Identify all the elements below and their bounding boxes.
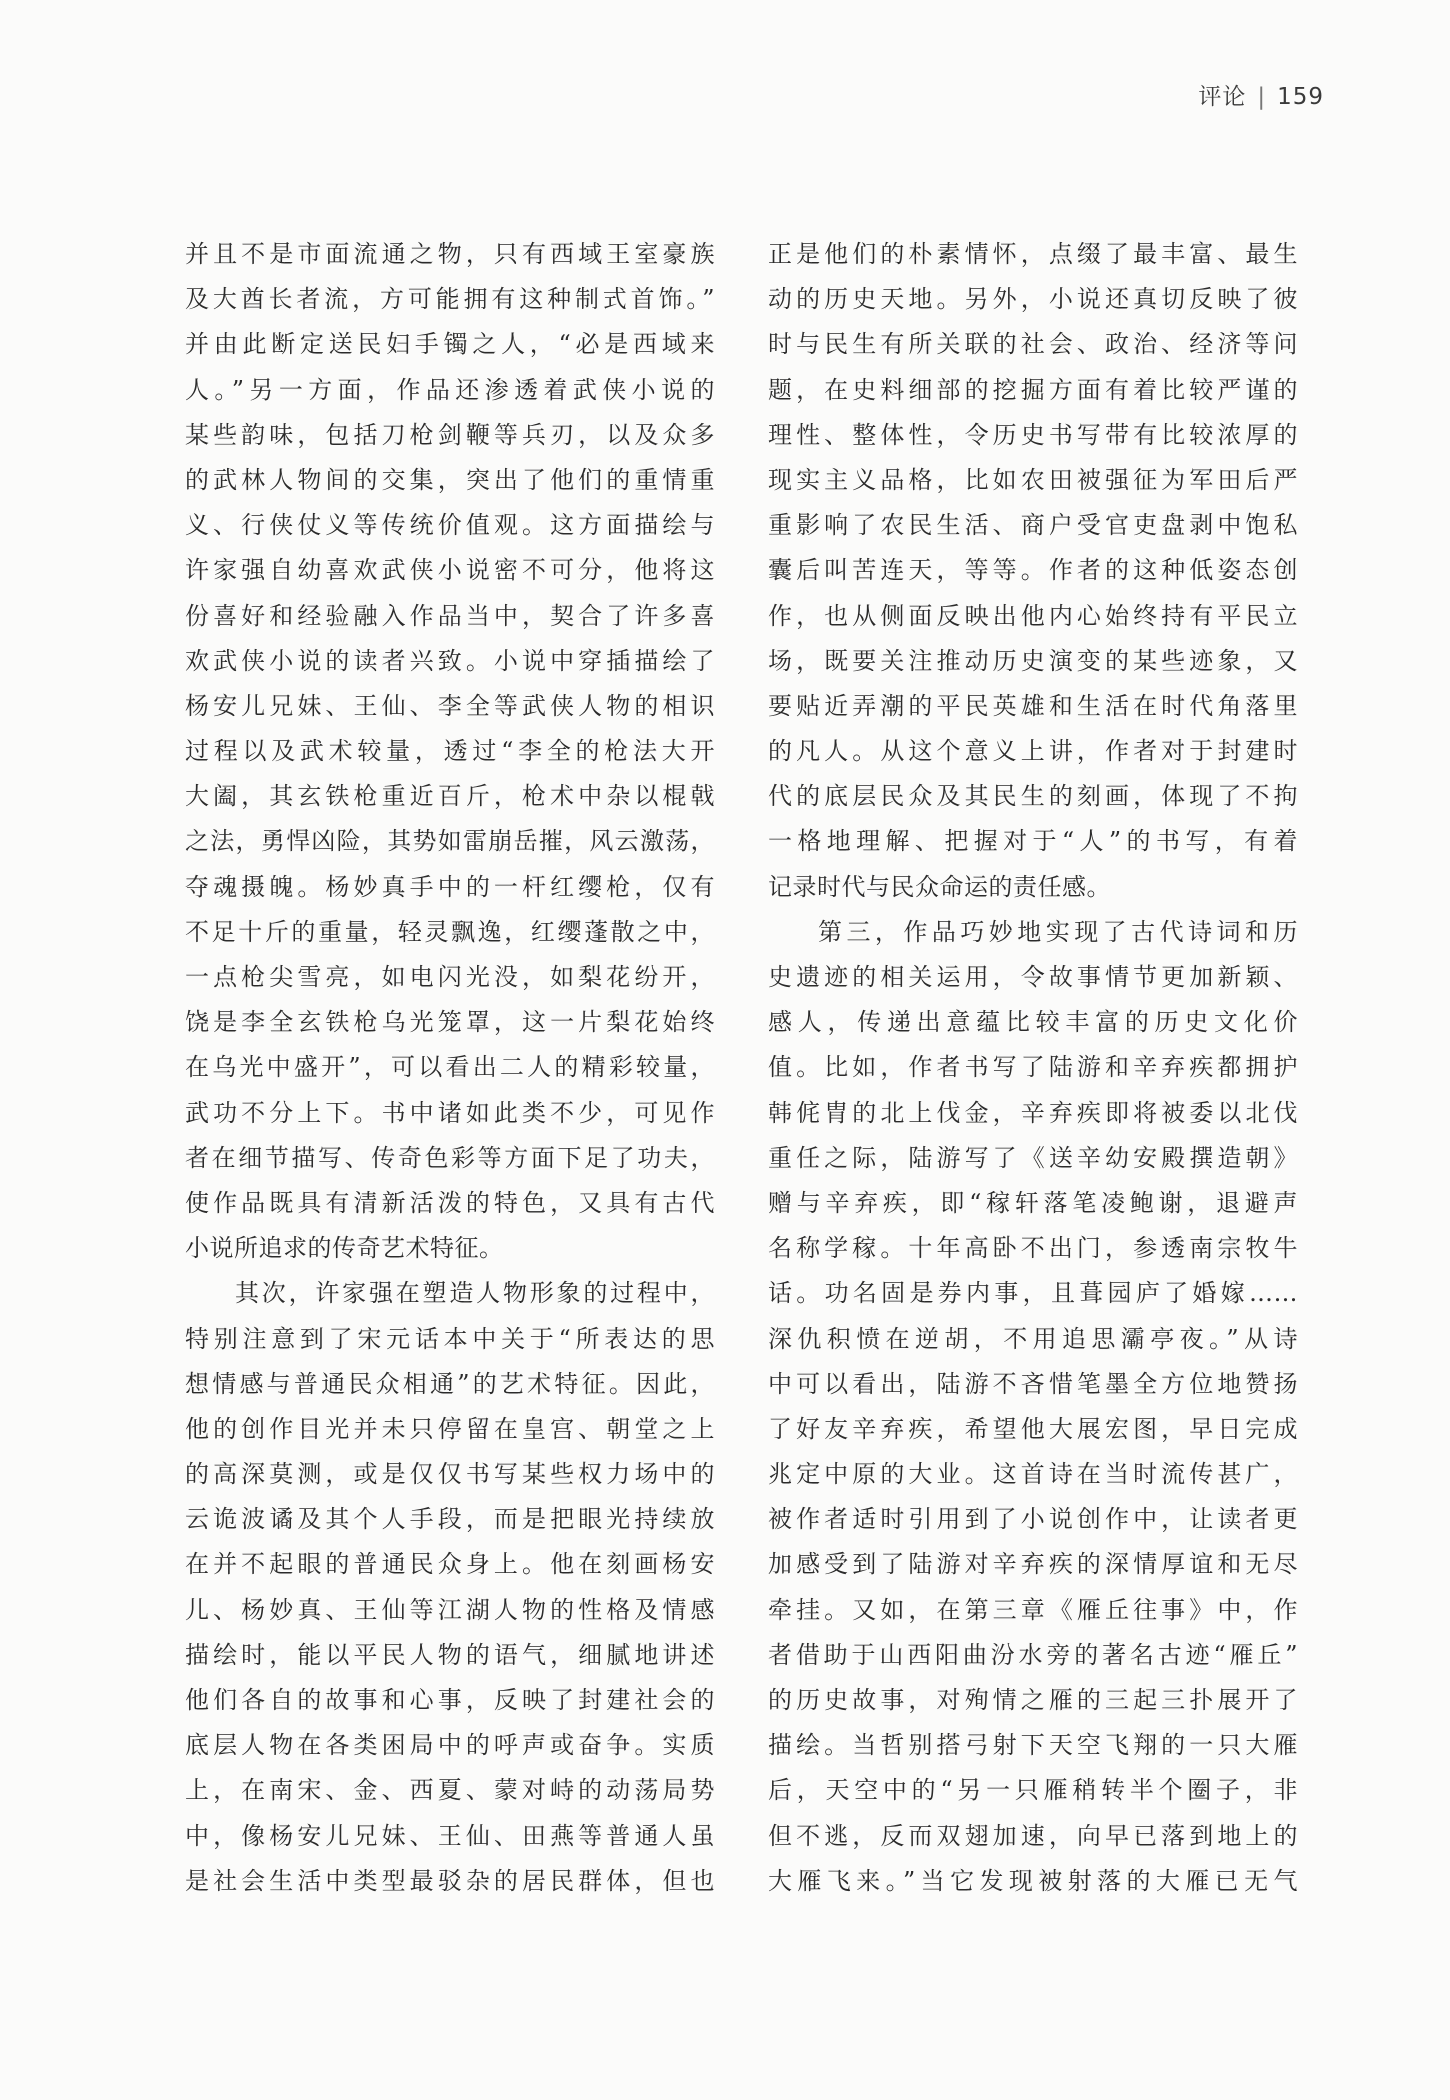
text-line: 的武林人物间的交集，突出了他们的重情重 [185,465,715,494]
text-line: 之法，勇悍凶险，其势如雷崩岳摧，风云激荡， [185,827,715,856]
text-line: 义、行侠仗义等传统价值观。这方面描绘与 [185,511,715,540]
text-line: 某些韵味，包括刀枪剑鞭等兵刃，以及众多 [185,420,715,449]
text-line: 深仇积愤在逆胡，不用追思灞亭夜。”从诗 [768,1324,1298,1353]
text-line: 不足十斤的重量，轻灵飘逸，红缨蓬散之中， [185,917,715,946]
text-line: 韩侂胄的北上伐金，辛弃疾即将被委以北伐 [768,1098,1298,1127]
text-line: 儿、杨妙真、王仙等江湖人物的性格及情感 [185,1595,715,1624]
text-line: 的凡人。从这个意义上讲，作者对于封建时 [768,737,1298,766]
text-line: 并由此断定送民妇手镯之人，“必是西域来 [185,330,715,359]
text-line: 欢武侠小说的读者兴致。小说中穿插描绘了 [185,646,715,675]
text-line: 使作品既具有清新活泼的特色，又具有古代 [185,1188,715,1217]
text-line: 时与民生有所关联的社会、政治、经济等问 [768,330,1298,359]
text-line: 特别注意到了宋元话本中关于“所表达的思 [185,1324,715,1353]
text-line: 史遗迹的相关运用，令故事情节更加新颖、 [768,963,1298,991]
text-line: 记录时代与民众命运的责任感。 [768,872,1111,901]
text-line: 大雁飞来。”当它发现被射落的大雁已无气 [768,1866,1298,1895]
text-line: 饶是李全玄铁枪乌光笼罩，这一片梨花始终 [185,1008,715,1037]
text-line: 杨安儿兄妹、王仙、李全等武侠人物的相识 [185,691,715,720]
text-line: 值。比如，作者书写了陆游和辛弃疾都拥护 [768,1053,1298,1082]
text-line: 他们各自的故事和心事，反映了封建社会的 [185,1686,715,1714]
text-line: 中可以看出，陆游不吝惜笔墨全方位地赞扬 [768,1369,1298,1398]
text-line: 想情感与普通民众相通”的艺术特征。因此， [185,1369,715,1398]
text-line: 上，在南宋、金、西夏、蒙对峙的动荡局势 [185,1776,715,1805]
text-line: 一点枪尖雪亮，如电闪光没，如梨花纷开， [185,963,715,991]
text-line: 代的底层民众及其民生的刻画，体现了不拘 [768,782,1298,811]
text-line: 许家强自幼喜欢武侠小说密不可分，他将这 [185,556,715,585]
text-line: 中，像杨安儿兄妹、王仙、田燕等普通人虽 [185,1821,715,1850]
text-line: 是社会生活中类型最驳杂的居民群体，但也 [185,1866,715,1895]
text-line: 者在细节描写、传奇色彩等方面下足了功夫， [185,1143,715,1172]
section-title: 评论 [1198,84,1247,110]
text-line: 感人，传递出意蕴比较丰富的历史文化价 [768,1008,1298,1037]
text-line: 理性、整体性，令历史书写带有比较浓厚的 [768,420,1298,449]
text-line: 囊后叫苦连天，等等。作者的这种低姿态创 [768,556,1298,585]
text-line: 后，天空中的“另一只雁稍转半个圈子，非 [768,1776,1298,1805]
text-line: 夺魂摄魄。杨妙真手中的一杆红缨枪，仅有 [185,872,715,901]
header-separator: | [1257,84,1267,110]
text-line: 小说所追求的传奇艺术特征。 [185,1234,504,1263]
text-line: 重任之际，陆游写了《送辛幼安殿撰造朝》 [768,1143,1298,1172]
text-line: 份喜好和经验融入作品当中，契合了许多喜 [185,601,715,630]
text-line: 他的创作目光并未只停留在皇宫、朝堂之上 [185,1414,715,1443]
text-line: 在乌光中盛开”，可以看出二人的精彩较量， [185,1053,715,1082]
text-line: 一格地理解、把握对于“人”的书写，有着 [768,827,1298,856]
text-line: 者借助于山西阳曲汾水旁的著名古迹“雁丘” [768,1640,1298,1669]
text-line: 兆定中原的大业。这首诗在当时流传甚广， [768,1460,1298,1489]
text-line: 并且不是市面流通之物，只有西域王室豪族 [185,240,715,268]
text-line: 重影响了农民生活、商户受官吏盘剥中饱私 [768,511,1298,540]
text-line: 题，在史料细部的挖掘方面有着比较严谨的 [768,375,1298,404]
text-line: 过程以及武术较量，透过“李全的枪法大开 [185,737,715,766]
text-line: 的历史故事，对殉情之雁的三起三扑展开了 [768,1686,1298,1714]
text-line: 要贴近弄潮的平民英雄和生活在时代角落里 [768,691,1298,720]
text-line: 的高深莫测，或是仅仅书写某些权力场中的 [185,1460,715,1489]
text-line: 牵挂。又如，在第三章《雁丘往事》中，作 [768,1595,1298,1624]
text-line: 底层人物在各类困局中的呼声或奋争。实质 [185,1731,715,1760]
text-line: 及大酋长者流，方可能拥有这种制式首饰。” [185,285,715,314]
text-line: 描绘。当哲别搭弓射下天空飞翔的一只大雁 [768,1731,1298,1760]
text-line: 场，既要关注推动历史演变的某些迹象，又 [768,646,1298,675]
text-line: 其次，许家强在塑造人物形象的过程中， [235,1279,715,1308]
left-column [185,232,715,1904]
text-line: 现实主义品格，比如农田被强征为军田后严 [768,465,1298,494]
text-line: 但不逃，反而双翅加速，向早已落到地上的 [768,1821,1298,1850]
text-line: 第三，作品巧妙地实现了古代诗词和历 [818,917,1298,946]
text-line: 在并不起眼的普通民众身上。他在刻画杨安 [185,1550,715,1579]
text-line: 了好友辛弃疾，希望他大展宏图，早日完成 [768,1414,1298,1443]
text-line: 武功不分上下。书中诸如此类不少，可见作 [185,1098,715,1127]
text-line: 加感受到了陆游对辛弃疾的深情厚谊和无尽 [768,1550,1298,1579]
text-line: 话。功名固是券内事，且葺园庐了婚嫁…… [768,1279,1298,1308]
text-line: 人。”另一方面，作品还渗透着武侠小说的 [185,375,715,404]
right-column [768,232,1298,1904]
running-header [1198,78,1324,111]
text-line: 云诡波谲及其个人手段，而是把眼光持续放 [185,1505,715,1534]
text-line: 名称学稼。十年高卧不出门，参透南宗牧牛 [768,1234,1298,1263]
page-number: 159 [1277,84,1324,110]
text-line: 大阖，其玄铁枪重近百斤，枪术中杂以棍戟 [185,782,715,811]
text-line: 正是他们的朴素情怀，点缀了最丰富、最生 [768,240,1298,268]
text-line: 赠与辛弃疾，即“稼轩落笔凌鲍谢，退避声 [768,1188,1298,1217]
text-line: 被作者适时引用到了小说创作中，让读者更 [768,1505,1298,1534]
text-line: 动的历史天地。另外，小说还真切反映了彼 [768,285,1298,314]
text-line: 作，也从侧面反映出他内心始终持有平民立 [768,601,1298,630]
text-line: 描绘时，能以平民人物的语气，细腻地讲述 [185,1640,715,1669]
